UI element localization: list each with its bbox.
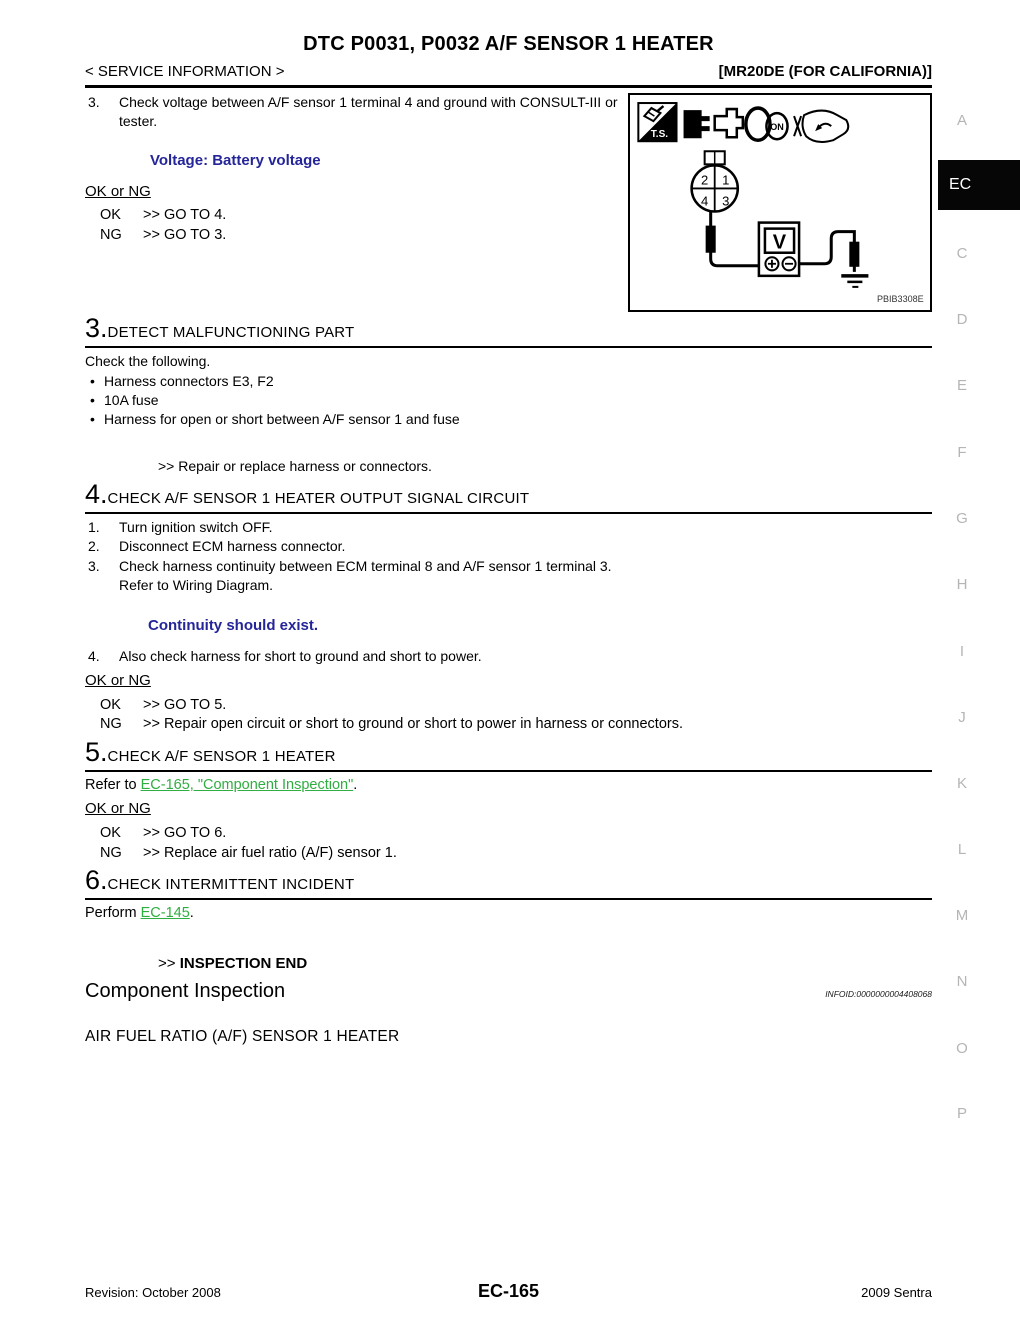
- sensor-harness-icon: [794, 111, 848, 142]
- section-number: 3.: [85, 313, 108, 343]
- svg-text:V: V: [772, 231, 787, 254]
- engine-variant-label: [MR20DE (FOR CALIFORNIA)]: [718, 63, 932, 80]
- svg-text:1: 1: [722, 172, 730, 188]
- section-number: 6.: [85, 865, 108, 896]
- section-header-check-intermittent-incident: [85, 866, 932, 900]
- repair-action: >> Repair or replace harness or connectors.: [158, 458, 432, 475]
- page-code: EC-165: [477, 1281, 539, 1301]
- page-footer: [85, 1281, 932, 1302]
- section-number: 5.: [85, 736, 108, 767]
- refer-line: [85, 776, 932, 795]
- link-ec-145[interactable]: EC-145: [140, 905, 190, 922]
- numbered-step: [85, 518, 932, 537]
- wire-sleeve: [849, 242, 859, 267]
- result-action: >> GO TO 5.: [143, 696, 227, 713]
- section-title: CHECK INTERMITTENT INCIDENT: [107, 876, 355, 894]
- ground-icon: [841, 276, 868, 287]
- terminal-connector: [692, 151, 738, 211]
- continuity-spec: Continuity should exist.: [148, 617, 319, 635]
- numbered-step: [85, 647, 932, 666]
- step-text: Also check harness for short to ground and short to power.: [119, 648, 482, 665]
- svg-text:2: 2: [701, 172, 709, 188]
- step-number: 3.: [88, 94, 100, 110]
- bullet-text: • 10A fuse: [104, 391, 159, 408]
- result-label: NG: [100, 226, 122, 243]
- side-index-p: P: [956, 1105, 967, 1122]
- side-index-i: I: [959, 643, 965, 660]
- side-index-d: D: [956, 311, 968, 328]
- wire-sleeve: [706, 226, 716, 253]
- step-text-line: Check harness continuity between ECM terminal 8 and A/F sensor 1 terminal 3.: [119, 557, 612, 574]
- bullet-text: • Harness connectors E3, F2: [104, 372, 274, 389]
- step-text: Check voltage between A/F sensor 1 terminal 4 and ground with CONSULT-III or tester.: [119, 94, 618, 129]
- section-title: DETECT MALFUNCTIONING PART: [107, 324, 355, 341]
- page-header: [85, 0, 932, 88]
- section-intro: Check the following.: [85, 353, 211, 370]
- side-index-h: H: [956, 576, 968, 593]
- section-title: CHECK A/F SENSOR 1 HEATER OUTPUT SIGNAL CIRCUIT: [107, 489, 530, 507]
- svg-text:3: 3: [722, 193, 730, 209]
- voltage-test-figure: [628, 93, 932, 312]
- numbered-step: [85, 93, 625, 131]
- side-index-n: N: [956, 973, 968, 990]
- list-item: [85, 410, 932, 429]
- ts-probe-icon: [638, 103, 676, 141]
- perform-prefix: Perform: [85, 905, 141, 922]
- refer-suffix: .: [353, 776, 358, 793]
- step-number: 2.: [88, 538, 100, 555]
- step-text-line: Refer to Wiring Diagram.: [119, 576, 274, 593]
- step-number: 4.: [88, 648, 100, 665]
- side-index-m: M: [955, 907, 969, 924]
- procedure-body: [85, 311, 932, 1047]
- result-row: [85, 844, 932, 864]
- results-block: [85, 824, 932, 863]
- result-row: [85, 715, 932, 735]
- section-header-detect-malfunctioning-part: [85, 314, 932, 348]
- side-index-k: K: [956, 775, 967, 792]
- result-action: >> Replace air fuel ratio (A/F) sensor 1.: [143, 844, 397, 861]
- infoid-label: INFOID:0000000004408068: [825, 989, 932, 1000]
- ok-or-ng-label: OK or NG: [85, 183, 151, 200]
- subtitle-row: [85, 63, 932, 88]
- figure-code: PBIB3308E: [876, 293, 924, 304]
- male-connector-icon: [684, 110, 710, 138]
- side-index-j: J: [958, 709, 966, 726]
- vehicle-model-label: 2009 Sentra: [861, 1285, 932, 1300]
- voltmeter-icon: [759, 223, 799, 276]
- component-inspection-title: Component Inspection: [85, 980, 286, 1003]
- result-row: [85, 824, 932, 844]
- result-label: OK: [100, 207, 121, 223]
- side-index-g: G: [956, 510, 968, 527]
- air-fuel-ratio-heater-subtitle: AIR FUEL RATIO (A/F) SENSOR 1 HEATER: [85, 1028, 400, 1046]
- voltage-spec: Voltage: Battery voltage: [150, 152, 321, 169]
- section-title: CHECK A/F SENSOR 1 HEATER: [107, 747, 336, 765]
- result-label: NG: [100, 844, 122, 861]
- female-connector-icon: [715, 109, 743, 137]
- result-label: NG: [100, 716, 122, 733]
- result-row: [85, 696, 932, 716]
- side-index-f: F: [957, 444, 967, 461]
- bullet-list: [85, 372, 932, 430]
- svg-text:4: 4: [701, 193, 709, 209]
- section-header-check-heater-output-signal: [85, 480, 932, 514]
- side-index-e: E: [956, 377, 967, 394]
- numbered-steps: [85, 518, 932, 595]
- inspection-end-line: [158, 954, 932, 973]
- ignition-on-icon: [746, 108, 788, 140]
- ok-or-ng-label: OK or NG: [85, 800, 151, 818]
- link-component-inspection[interactable]: EC-165, "Component Inspection": [140, 776, 354, 793]
- wiring-diagram-svg: [630, 95, 930, 310]
- result-row: [85, 206, 625, 226]
- result-action: >> Repair open circuit or short to ground or short to power in harness or connectors.: [143, 716, 684, 733]
- side-index-o: O: [956, 1040, 968, 1057]
- refer-prefix: Refer to: [85, 776, 141, 793]
- numbered-step: [85, 557, 932, 596]
- result-row: [85, 226, 625, 246]
- ok-or-ng-label: OK or NG: [85, 671, 151, 689]
- results-block: [85, 696, 932, 735]
- side-tab-ec-active: [938, 160, 1020, 210]
- dtc-title: DTC P0031, P0032 A/F SENSOR 1 HEATER: [303, 33, 714, 55]
- ec-tab-label: EC: [949, 176, 972, 193]
- chevrons-prefix: >>: [158, 954, 180, 972]
- perform-suffix: .: [189, 905, 194, 922]
- step-3-voltage-check: [85, 93, 625, 245]
- bullet-text: • Harness for open or short between A/F sensor 1 and fuse: [104, 411, 460, 428]
- step-text: Disconnect ECM harness connector.: [119, 538, 346, 555]
- revision-label: Revision: October 2008: [85, 1285, 221, 1300]
- result-action: >> GO TO 6.: [143, 825, 227, 842]
- svg-text:T.S.: T.S.: [650, 129, 669, 141]
- component-inspection-heading-row: [85, 982, 932, 1004]
- section-header-check-af-sensor-1-heater: [85, 738, 932, 772]
- result-label: OK: [100, 696, 121, 713]
- step-number: 3.: [88, 557, 100, 574]
- result-label: OK: [100, 825, 121, 842]
- numbered-step: [85, 537, 932, 556]
- step-text: Turn ignition switch OFF.: [119, 519, 273, 536]
- list-item: [85, 391, 932, 410]
- service-information-label: < SERVICE INFORMATION >: [85, 63, 285, 80]
- inspection-end-label: INSPECTION END: [179, 954, 308, 972]
- side-index-a: A: [956, 112, 967, 129]
- side-index-c: C: [956, 245, 968, 262]
- section-number: 4.: [85, 478, 108, 509]
- perform-line: [85, 904, 932, 923]
- svg-text:ON: ON: [770, 122, 784, 133]
- step-text: [119, 557, 932, 596]
- side-index-l: L: [957, 841, 967, 858]
- result-action: >> GO TO 4.: [143, 207, 227, 223]
- results-block: [85, 206, 625, 245]
- result-action: >> GO TO 3.: [143, 226, 227, 243]
- list-item: [85, 372, 932, 391]
- step-number: 1.: [88, 519, 100, 536]
